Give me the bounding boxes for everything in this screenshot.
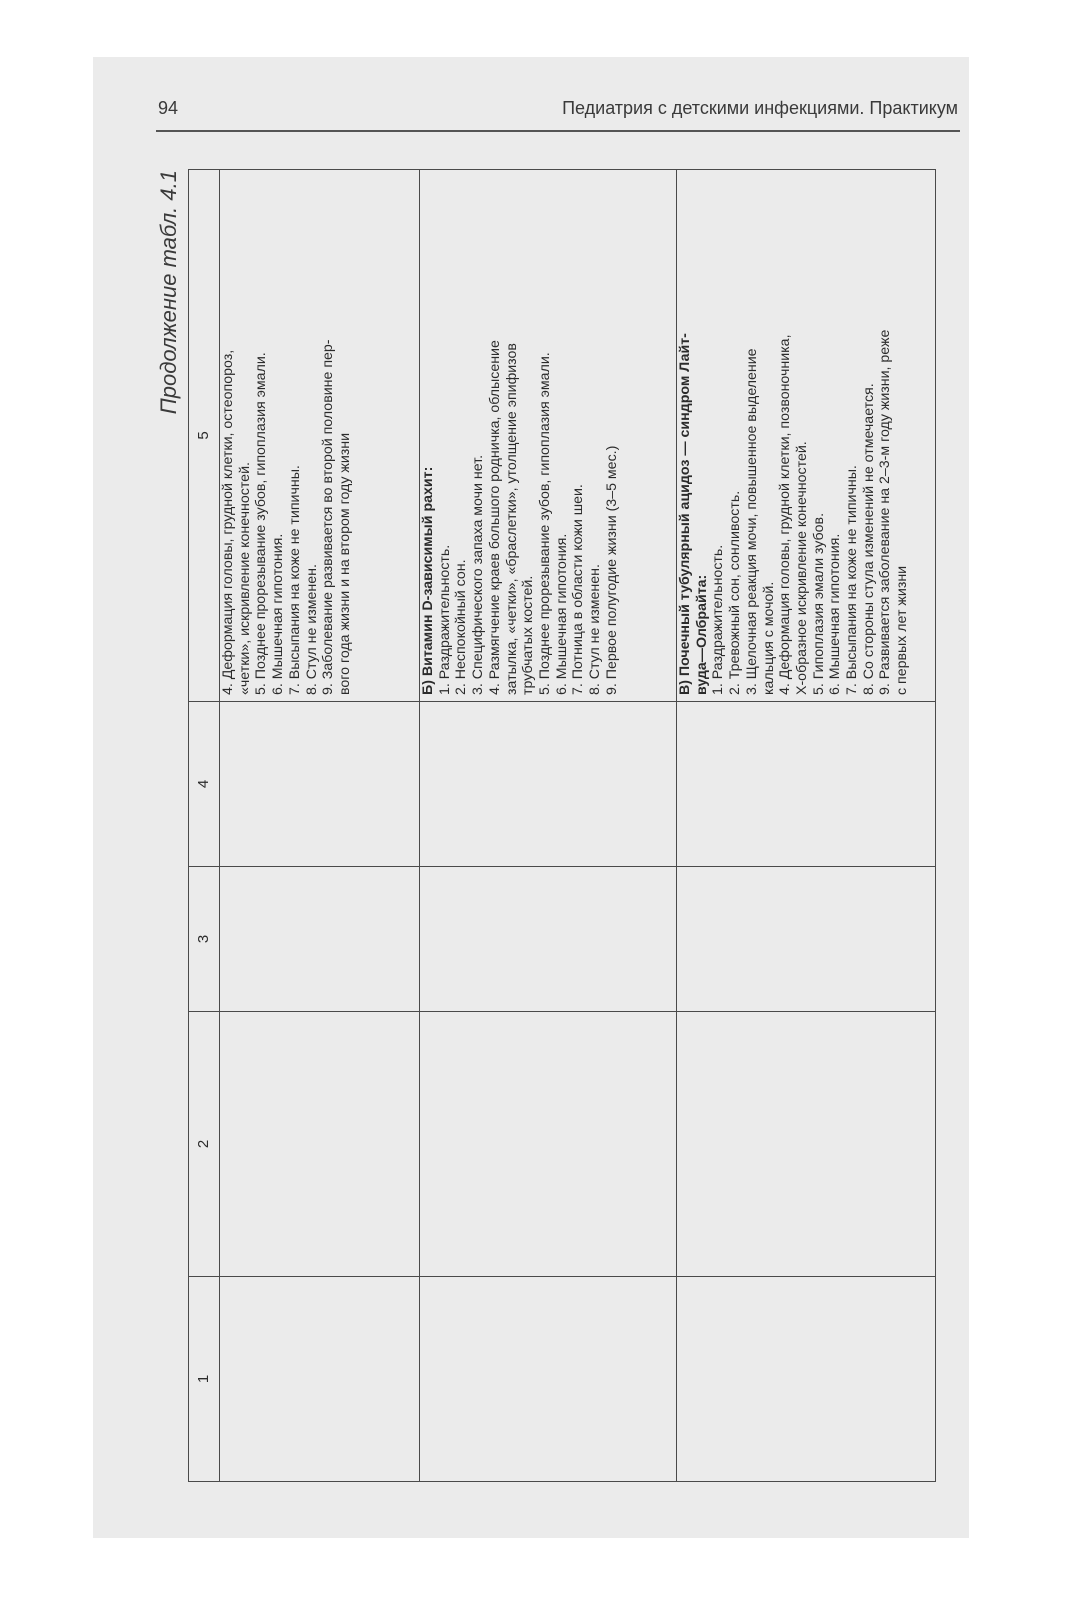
- table-cell-empty: [420, 702, 677, 867]
- table-row: [420, 170, 677, 1482]
- text-line: 9. Первое полугодие жизни (3–5 мес.): [603, 445, 620, 695]
- header-rule: [156, 130, 960, 132]
- text-line: 8. Стул не изменен.: [303, 564, 320, 695]
- table-cell-empty: [220, 1012, 420, 1277]
- text-line: 1. Раздражительность.: [710, 544, 727, 695]
- column-header: 4: [189, 702, 220, 867]
- page-header: [158, 98, 958, 122]
- text-line: 8. Стул не изменен.: [587, 564, 604, 695]
- text-line: вого года жизни и на втором году жизни: [336, 432, 353, 695]
- rotated-table-block: [154, 162, 944, 1482]
- text-line: 1. Раздражительность.: [436, 544, 453, 695]
- table-cell-empty: [220, 867, 420, 1012]
- text-line: затылка, «четки», «браслетки», утолщение эпифизов: [503, 343, 520, 695]
- table-cell-empty: [677, 702, 936, 867]
- column-header: 3: [189, 867, 220, 1012]
- table-cell-empty: [420, 1012, 677, 1277]
- text-line: 2. Тревожный сон, сонливость.: [727, 490, 744, 695]
- table-cell-text: [677, 170, 936, 702]
- section-title: В) Почечный тубулярный ацидоз — синдром Лайт-: [677, 333, 693, 695]
- table-cell-empty: [420, 867, 677, 1012]
- table-cell-empty: [220, 1277, 420, 1482]
- page-number: 94: [158, 98, 179, 118]
- text-line: кальция с мочой.: [760, 581, 777, 695]
- table-caption: Продолжение табл. 4.1: [156, 170, 181, 415]
- text-line: 5. Гипоплазия эмали зубов.: [810, 512, 827, 695]
- running-title: Педиатрия с детскими инфекциями. Практикум: [562, 98, 958, 118]
- text-line: 4. Деформация головы, грудной клетки, позвоночника,: [777, 334, 794, 695]
- text-line: 7. Высыпания на коже не типичны.: [844, 465, 861, 695]
- table-cell-empty: [420, 1277, 677, 1482]
- table-row: [677, 170, 936, 1482]
- text-line: 5. Позднее прорезывание зубов, гипоплазия эмали.: [536, 352, 553, 695]
- column-header: 2: [189, 1012, 220, 1277]
- text-line: 2. Неспокойный сон.: [453, 559, 470, 695]
- text-line: 6. Мышечная гипотония.: [553, 533, 570, 695]
- table-cell-empty: [677, 867, 936, 1012]
- table-cell-empty: [677, 1012, 936, 1277]
- text-line: 4. Деформация головы, грудной клетки, остеопороз,: [220, 349, 236, 695]
- text-line: 5. Позднее прорезывание зубов, гипоплазия эмали.: [253, 352, 270, 695]
- text-line: с первых лет жизни: [894, 565, 911, 695]
- text-line: 6. Мышечная гипотония.: [270, 533, 287, 695]
- text-line: 9. Развивается заболевание на 2–3-м году жизни, реже: [877, 329, 894, 695]
- table-row: [220, 170, 420, 1482]
- section-title: Б) Витамин D-зависимый рахит:: [420, 466, 436, 695]
- text-line: Х-образное искривление конечностей.: [793, 441, 810, 695]
- section-title-continued: вуда—Олбрайта:: [693, 574, 710, 695]
- table-header-row: [189, 170, 220, 1482]
- text-line: 7. Высыпания на коже не типичны.: [286, 465, 303, 695]
- table-cell-empty: [677, 1277, 936, 1482]
- text-line: трубчатых костей.: [520, 575, 537, 695]
- column-header: 5: [189, 170, 220, 702]
- text-line: 3. Специфического запаха мочи нет.: [470, 454, 487, 695]
- text-line: 7. Потница в области кожи шеи.: [570, 484, 587, 695]
- text-line: 4. Размягчение краев большого родничка, облысение: [486, 340, 503, 695]
- text-line: 6. Мышечная гипотония.: [827, 533, 844, 695]
- text-line: 9. Заболевание развивается во второй половине пер-: [320, 339, 337, 695]
- text-line: «четки», искривление конечностей.: [236, 462, 253, 695]
- table-cell-text: [420, 170, 677, 702]
- table: [188, 169, 936, 1482]
- text-line: 3. Щелочная реакция мочи, повышенное выделение: [743, 348, 760, 695]
- text-line: 8. Со стороны стула изменений не отмечается.: [860, 383, 877, 695]
- table-cell-empty: [220, 702, 420, 867]
- column-header: 1: [189, 1277, 220, 1482]
- table-cell-text: [220, 170, 420, 702]
